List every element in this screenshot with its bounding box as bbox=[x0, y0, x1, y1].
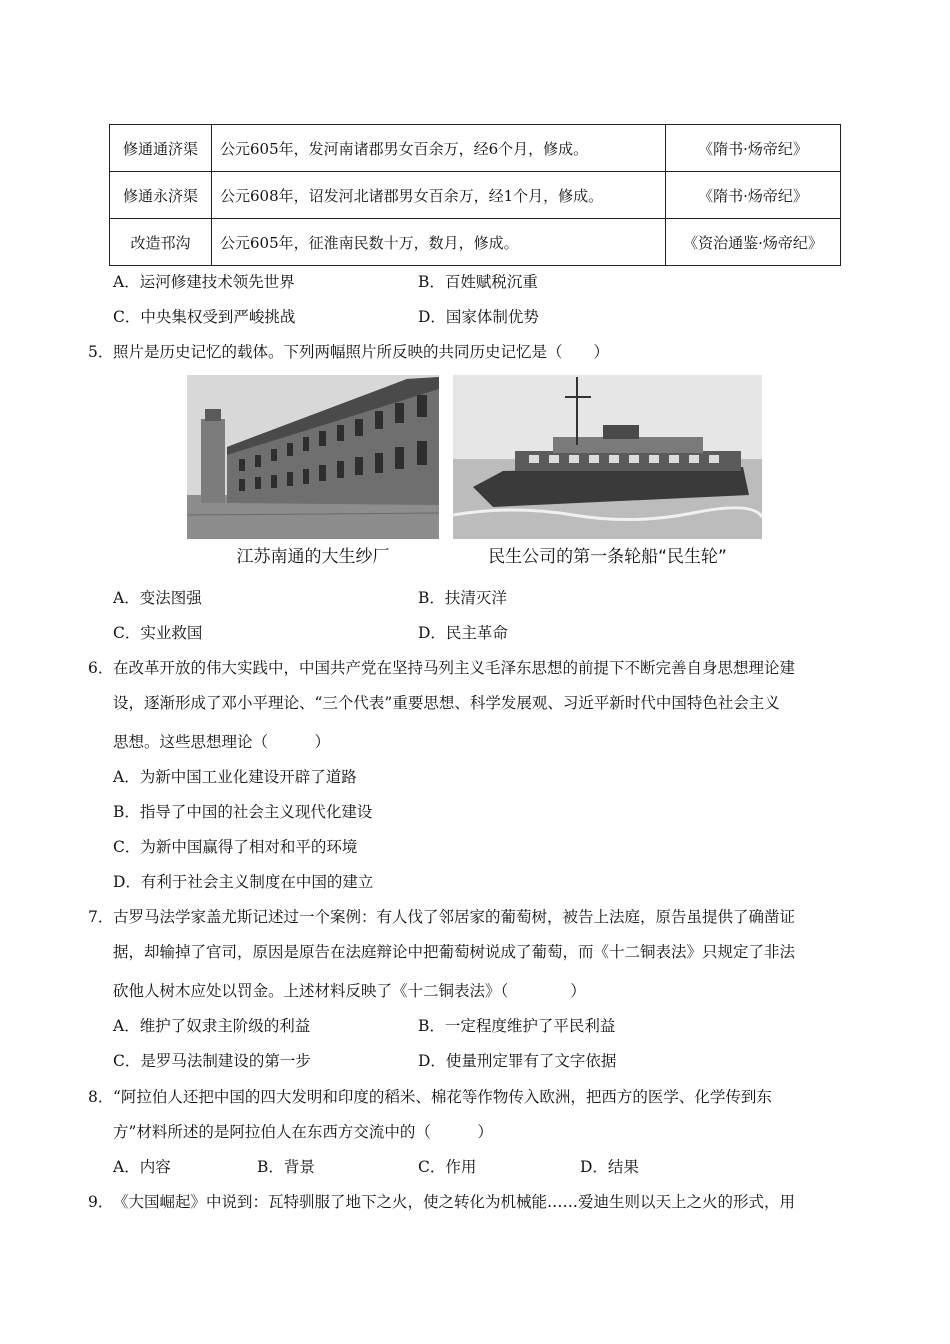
q4-option-c[interactable]: C．中央集权受到严峻挑战 bbox=[113, 308, 296, 326]
table-cell-source: 《隋书·炀帝纪》 bbox=[666, 172, 841, 219]
table-row bbox=[110, 125, 841, 172]
question-number: 7． bbox=[88, 908, 114, 926]
q5-option-a[interactable]: A．变法图强 bbox=[113, 589, 202, 607]
q5-option-d[interactable]: D．民主革命 bbox=[418, 624, 508, 642]
q6-option-a[interactable]: A．为新中国工业化建设开辟了道路 bbox=[113, 768, 357, 786]
table-cell-project: 改造邗沟 bbox=[110, 219, 212, 266]
q8-option-d[interactable]: D．结果 bbox=[580, 1158, 639, 1176]
question-number: 9． bbox=[88, 1193, 114, 1211]
table-cell-event: 公元608年，诏发河北诸郡男女百余万，经1个月，修成。 bbox=[212, 172, 666, 219]
q5-option-b[interactable]: B．扶清灭洋 bbox=[418, 589, 507, 607]
question-number: 5． bbox=[88, 343, 114, 361]
question-stem-line: 砍他人树木应处以罚金。上述材料反映了《十二铜表法》（ ） bbox=[113, 982, 586, 1000]
q8-option-a[interactable]: A．内容 bbox=[113, 1158, 171, 1176]
question-stem-line: 《大国崛起》中说到：瓦特驯服了地下之火，使之转化为机械能……爱迪生则以天上之火的形式，用 bbox=[113, 1193, 796, 1211]
photo-caption-ship: 民生公司的第一条轮船“民生轮” bbox=[488, 547, 727, 567]
q4-option-a[interactable]: A．运河修建技术领先世界 bbox=[113, 273, 295, 291]
q4-option-b[interactable]: B．百姓赋税沉重 bbox=[418, 273, 538, 291]
question-stem-line: “阿拉伯人还把中国的四大发明和印度的稻米、棉花等作物传入欧洲，把西方的医学、化学传到东 bbox=[113, 1088, 772, 1106]
table-cell-source: 《资治通鉴·炀帝纪》 bbox=[666, 219, 841, 266]
question-stem-line: 方”材料所述的是阿拉伯人在东西方交流中的（ ） bbox=[113, 1123, 493, 1141]
question-stem-line: 古罗马法学家盖尤斯记述过一个案例：有人伐了邻居家的葡萄树，被告上法庭，原告虽提供了确凿证 bbox=[113, 908, 796, 926]
question-stem-line: 据，却输掉了官司，原因是原告在法庭辩论中把葡萄树说成了葡萄，而《十二铜表法》只规定了非法 bbox=[113, 943, 796, 961]
dasheng-mill-photo bbox=[187, 375, 439, 539]
canal-source-table bbox=[109, 124, 841, 266]
table-row bbox=[110, 219, 841, 266]
q7-option-b[interactable]: B．一定程度维护了平民利益 bbox=[418, 1017, 616, 1035]
table-cell-project: 修通通济渠 bbox=[110, 125, 212, 172]
table-row bbox=[110, 172, 841, 219]
q7-option-a[interactable]: A．维护了奴隶主阶级的利益 bbox=[113, 1017, 311, 1035]
minsheng-ship-photo bbox=[453, 375, 762, 539]
question-stem-line: 设，逐渐形成了邓小平理论、“三个代表”重要思想、科学发展观、习近平新时代中国特色社会主义 bbox=[113, 694, 780, 712]
question-stem: 照片是历史记忆的载体。下列两幅照片所反映的共同历史记忆是（ ） bbox=[113, 343, 610, 361]
question-number: 6． bbox=[88, 659, 114, 677]
q8-option-b[interactable]: B．背景 bbox=[257, 1158, 315, 1176]
q6-option-c[interactable]: C．为新中国赢得了相对和平的环境 bbox=[113, 838, 358, 856]
q6-option-d[interactable]: D．有利于社会主义制度在中国的建立 bbox=[113, 873, 374, 891]
question-number: 8． bbox=[88, 1088, 114, 1106]
q7-option-c[interactable]: C．是罗马法制建设的第一步 bbox=[113, 1052, 311, 1070]
table-cell-project: 修通永济渠 bbox=[110, 172, 212, 219]
q7-option-d[interactable]: D．使量刑定罪有了文字依据 bbox=[418, 1052, 617, 1070]
q8-option-c[interactable]: C．作用 bbox=[418, 1158, 477, 1176]
question-stem-line: 思想。这些思想理论（ ） bbox=[113, 733, 331, 751]
question-stem-line: 在改革开放的伟大实践中，中国共产党在坚持马列主义毛泽东思想的前提下不断完善自身思想理论建 bbox=[113, 659, 796, 677]
q4-option-d[interactable]: D．国家体制优势 bbox=[418, 308, 539, 326]
table-cell-source: 《隋书·炀帝纪》 bbox=[666, 125, 841, 172]
table-cell-event: 公元605年，征淮南民数十万，数月，修成。 bbox=[212, 219, 666, 266]
q6-option-b[interactable]: B．指导了中国的社会主义现代化建设 bbox=[113, 803, 373, 821]
photo-caption-mill: 江苏南通的大生纱厂 bbox=[236, 547, 390, 567]
q5-option-c[interactable]: C．实业救国 bbox=[113, 624, 203, 642]
table-cell-event: 公元605年，发河南诸郡男女百余万，经6个月，修成。 bbox=[212, 125, 666, 172]
